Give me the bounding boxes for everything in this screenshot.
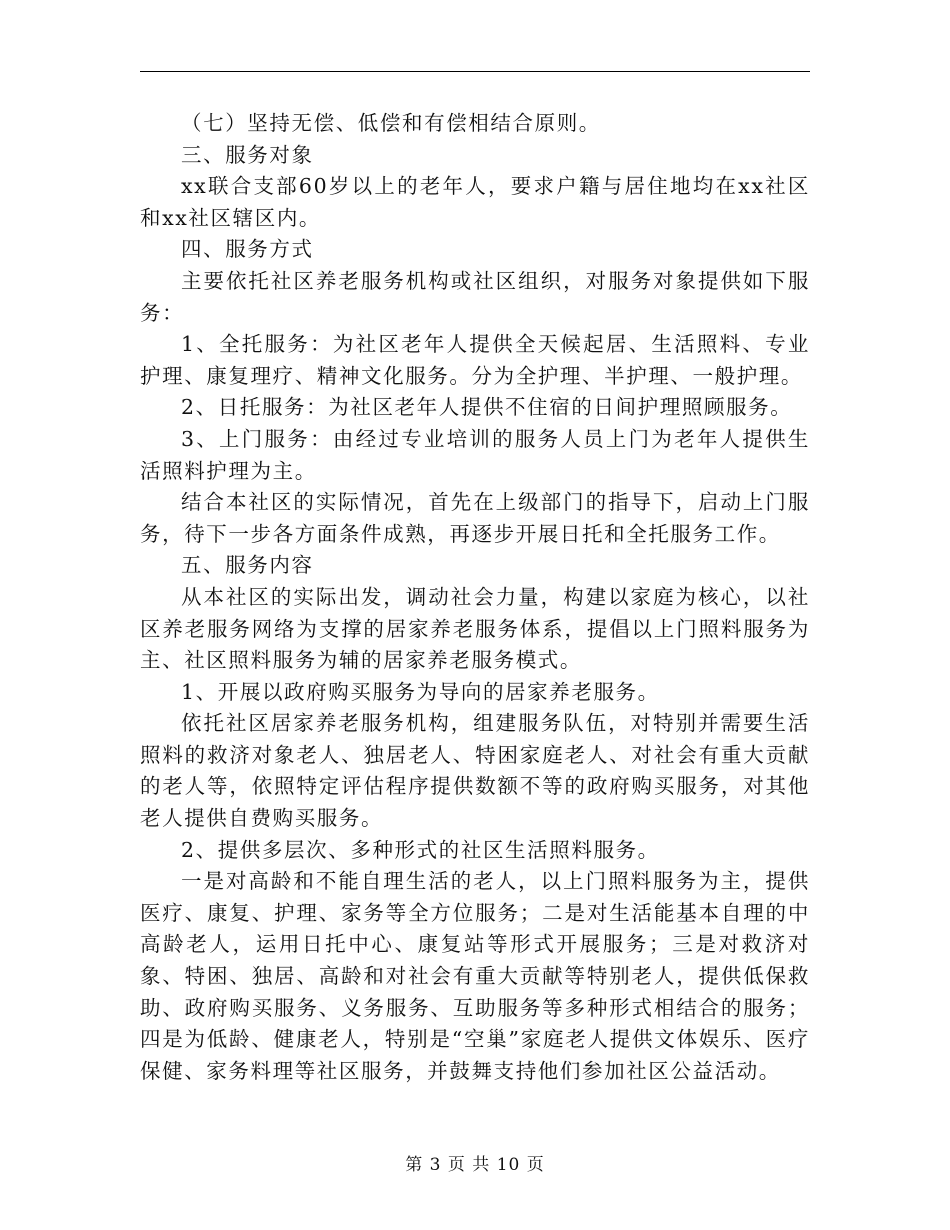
section-heading-service-targets: 三、服务对象 <box>181 142 314 167</box>
paragraph-service-targets: xx联合支部60岁以上的老年人，要求户籍与居住地均在xx社区和xx社区辖区内。 <box>140 174 810 230</box>
page-number-footer: 第 3 页 共 10 页 <box>405 1155 545 1175</box>
section-heading-service-methods: 四、服务方式 <box>181 237 314 262</box>
paragraph-home-visit-service: 3、上门服务：由经过专业培训的服务人员上门为老年人提供生活照料护理为主。 <box>140 426 810 483</box>
document-body <box>140 108 810 1087</box>
subheading-government-purchase: 1、开展以政府购买服务为导向的居家养老服务。 <box>181 679 660 704</box>
paragraph-service-methods-intro: 主要依托社区养老服务机构或社区组织，对服务对象提供如下服务： <box>140 268 810 325</box>
paragraph-principle-7: （七）坚持无偿、低偿和有偿相结合原则。 <box>181 111 601 135</box>
paragraph-multi-level-care: 一是对高龄和不能自理生活的老人，以上门照料服务为主，提供医疗、康复、护理、家务等全方位服务；二是对生活能基本自理的中高龄老人，运用日托中心、康复站等形式开展服务；三是对救济对象、特困、独居、高龄和对社会有重大贡献等特别老人，提供低保救助、政府购买服务、义务服务、互助服务等多种形式相结合的服务；四是为低龄、健康老人，特别是“空巢”家庭老人提供文体娱乐、医疗保健、家务料理等社区服务，并鼓舞支持他们参加社区公益活动。 <box>140 869 810 1083</box>
paragraph-government-purchase: 依托社区居家养老服务机构，组建服务队伍，对特别并需要生活照料的救济对象老人、独居老人、特困家庭老人、对社会有重大贡献的老人等，依照特定评估程序提供数额不等的政府购买服务，对其他老人提供自费购买服务。 <box>140 711 810 831</box>
paragraph-service-system: 从本社区的实际出发，调动社会力量，构建以家庭为核心，以社区养老服务网络为支撑的居家养老服务体系，提倡以上门照料服务为主、社区照料服务为辅的居家养老服务模式。 <box>140 584 810 673</box>
header-rule <box>140 71 810 72</box>
paragraph-implementation-plan: 结合本社区的实际情况，首先在上级部门的指导下，启动上门服务，待下一步各方面条件成熟，再逐步开展日托和全托服务工作。 <box>140 490 810 546</box>
paragraph-full-care-service: 1、全托服务：为社区老年人提供全天候起居、生活照料、专业护理、康复理疗、精神文化服务。分为全护理、半护理、一般护理。 <box>140 332 810 388</box>
subheading-multi-level-care: 2、提供多层次、多种形式的社区生活照料服务。 <box>181 837 660 862</box>
paragraph-day-care-service: 2、日托服务：为社区老年人提供不住宿的日间护理照顾服务。 <box>181 395 793 420</box>
section-heading-service-content: 五、服务内容 <box>181 553 314 578</box>
